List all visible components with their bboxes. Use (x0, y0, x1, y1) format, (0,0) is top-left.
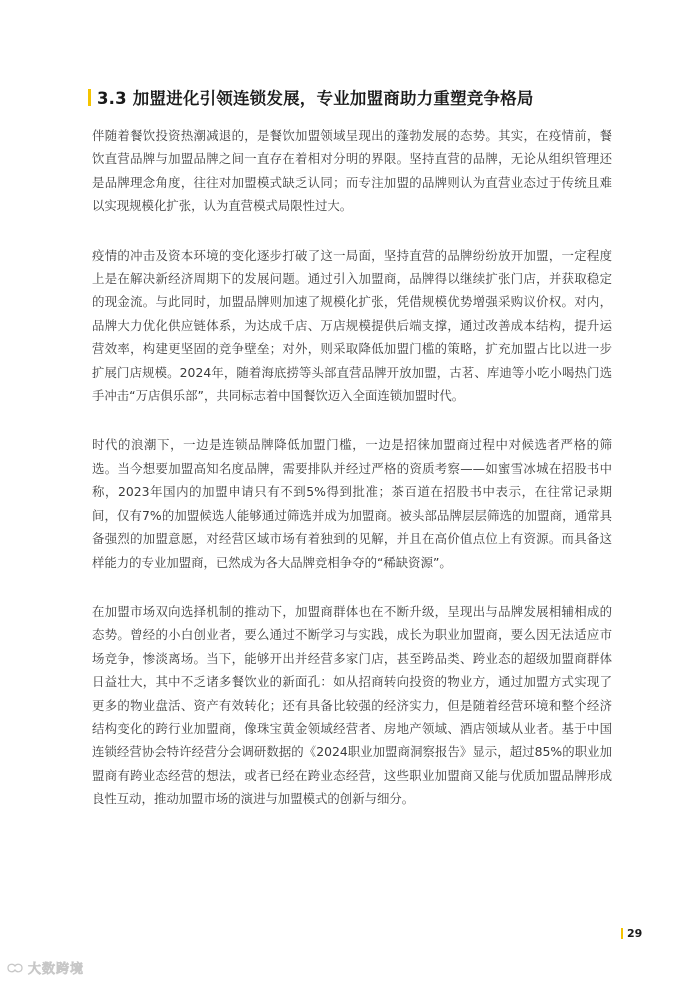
section-heading (88, 85, 534, 109)
paragraph-line: 加盟市场的演进与加盟模式的创新与细分。 (178, 791, 415, 807)
paragraph-4 (92, 600, 612, 811)
paragraph-line: 7%的加盟候选人能够通过筛选并成为加盟商。被头部品牌层层筛选的加盟商，通常具备强烈的 (92, 507, 613, 547)
paragraph-line: 业盘活、资产有效转化；还有具备比较强的经济实力，但是随着经营环境和整个经济结构变化的 (92, 697, 613, 736)
paragraph-line: 构建更坚固的竞争壁垒；对外，则采取降低加盟门槛的策略，扩充加盟占比以进一步扩展门店规 (92, 341, 613, 380)
paragraph-line: 2023年国内的加盟申请只有不到5%得到批准；茶百道在招股书中表示，在往常记录期间，仅有 (92, 484, 612, 523)
page-number (621, 926, 642, 940)
paragraph-line: 当今想要加盟高知名度品牌，需要排队并经过严格的资质考察——如蜜雪冰城在招股书中称， (92, 460, 613, 500)
watermark-text: 大数跨境 (28, 962, 85, 977)
paragraph-line: 争，惨淡离场。当下，能够开出并经营多家门店，甚至跨品类、跨业态的超级加盟商群体日益壮 (92, 650, 613, 690)
paragraph-line: 力优化供应链体系，为达成千店、万店规模提供后端支撑，通过改善成本结构，提升运营效率， (92, 317, 613, 357)
paragraph-line: 势。曾经的小白创业者，要么通过不断学习与实践，成长为职业加盟商，要么因无法适应市场竞 (92, 627, 613, 666)
paragraph-line: 伴随着餐饮投资热潮减退的，是餐饮加盟领域呈现出的蓬勃发展的态势。其实，在疫情前，餐饮 (92, 128, 612, 167)
paragraph-line: 加盟意愿，对经营区域市场有着独到的见解，并且在高价值点位上有资源。而具备这样能力的专 (92, 531, 613, 570)
paragraph-line: 俱乐部”，共同标志着中国餐饮迈入全面连锁加盟时代。 (160, 388, 465, 404)
paragraph-line: 牌理念角度，往往对加盟模式缺乏认同；而专注加盟的品牌则认为直营业态过于传统且难以实现 (92, 174, 613, 214)
paragraph-line: 跨行业加盟商，像珠宝黄金领域经营者、房地产领域、酒店领域从业者。基于中国连锁经营协会 (92, 720, 613, 760)
page-number-text: 29 (627, 926, 643, 940)
paragraph-3 (92, 433, 612, 573)
paragraph-line: 业加盟商，已然成为各大品牌竞相争夺的“稀缺资源”。 (153, 554, 452, 570)
watermark-logo-icon (6, 961, 24, 975)
page-number-accent-bar (621, 928, 623, 939)
paragraph-line: 金流。与此同时，加盟品牌则加速了规模化扩张，凭借规模优势增强采购议价权。对内，品牌大 (92, 294, 613, 333)
body-content (92, 124, 612, 837)
paragraph-line: 时代的浪潮下，一边是连锁品牌降低加盟门槛，一边是招徕加盟商过程中对候选者严格的筛选。 (92, 437, 612, 476)
paragraph-line: 是在解决新经济周期下的发展问题。通过引入加盟商，品牌得以继续扩张门店，并获取稳定的现 (92, 271, 613, 310)
section-title: 3.3 加盟进化引领连锁发展，专业加盟商助力重塑竞争格局 (97, 89, 534, 108)
paragraph-line: 特许经营分会调研数据的《2024职业加盟商洞察报告》显示，超过85%的职业加盟商有跨业态 (92, 744, 612, 783)
paragraph-1 (92, 124, 612, 218)
paragraph-line: 直营品牌与加盟品牌之间一直存在着相对分明的界限。坚持直营的品牌，无论从组织管理还是品 (92, 151, 613, 190)
paragraph-line: 规模化扩张，认为直营模式局限性过大。 (129, 198, 353, 214)
paragraph-line: 在加盟市场双向选择机制的推动下，加盟商群体也在不断升级，呈现出与品牌发展相辅相成的态 (92, 603, 612, 643)
heading-accent-bar (88, 89, 91, 106)
paragraph-line: 大，其中不乏诸多餐饮业的新面孔：如从招商转向投资的物业方，通过加盟方式实现了更多的物 (92, 674, 613, 713)
paragraph-2 (92, 244, 612, 408)
paragraph-line: 疫情的冲击及资本环境的变化逐步打破了这一局面，坚持直营的品牌纷纷放开加盟，一定程度上 (92, 247, 612, 287)
paragraph-line: 模。2024年，随着海底捞等头部直营品牌开放加盟，古茗、库迪等小吃小喝热门选手冲击“万店 (92, 364, 612, 404)
watermark (6, 958, 84, 977)
paragraph-line: 经营的想法，或者已经在跨业态经营，这些职业加盟商又能与优质加盟品牌形成良性互动，推动 (92, 767, 613, 807)
